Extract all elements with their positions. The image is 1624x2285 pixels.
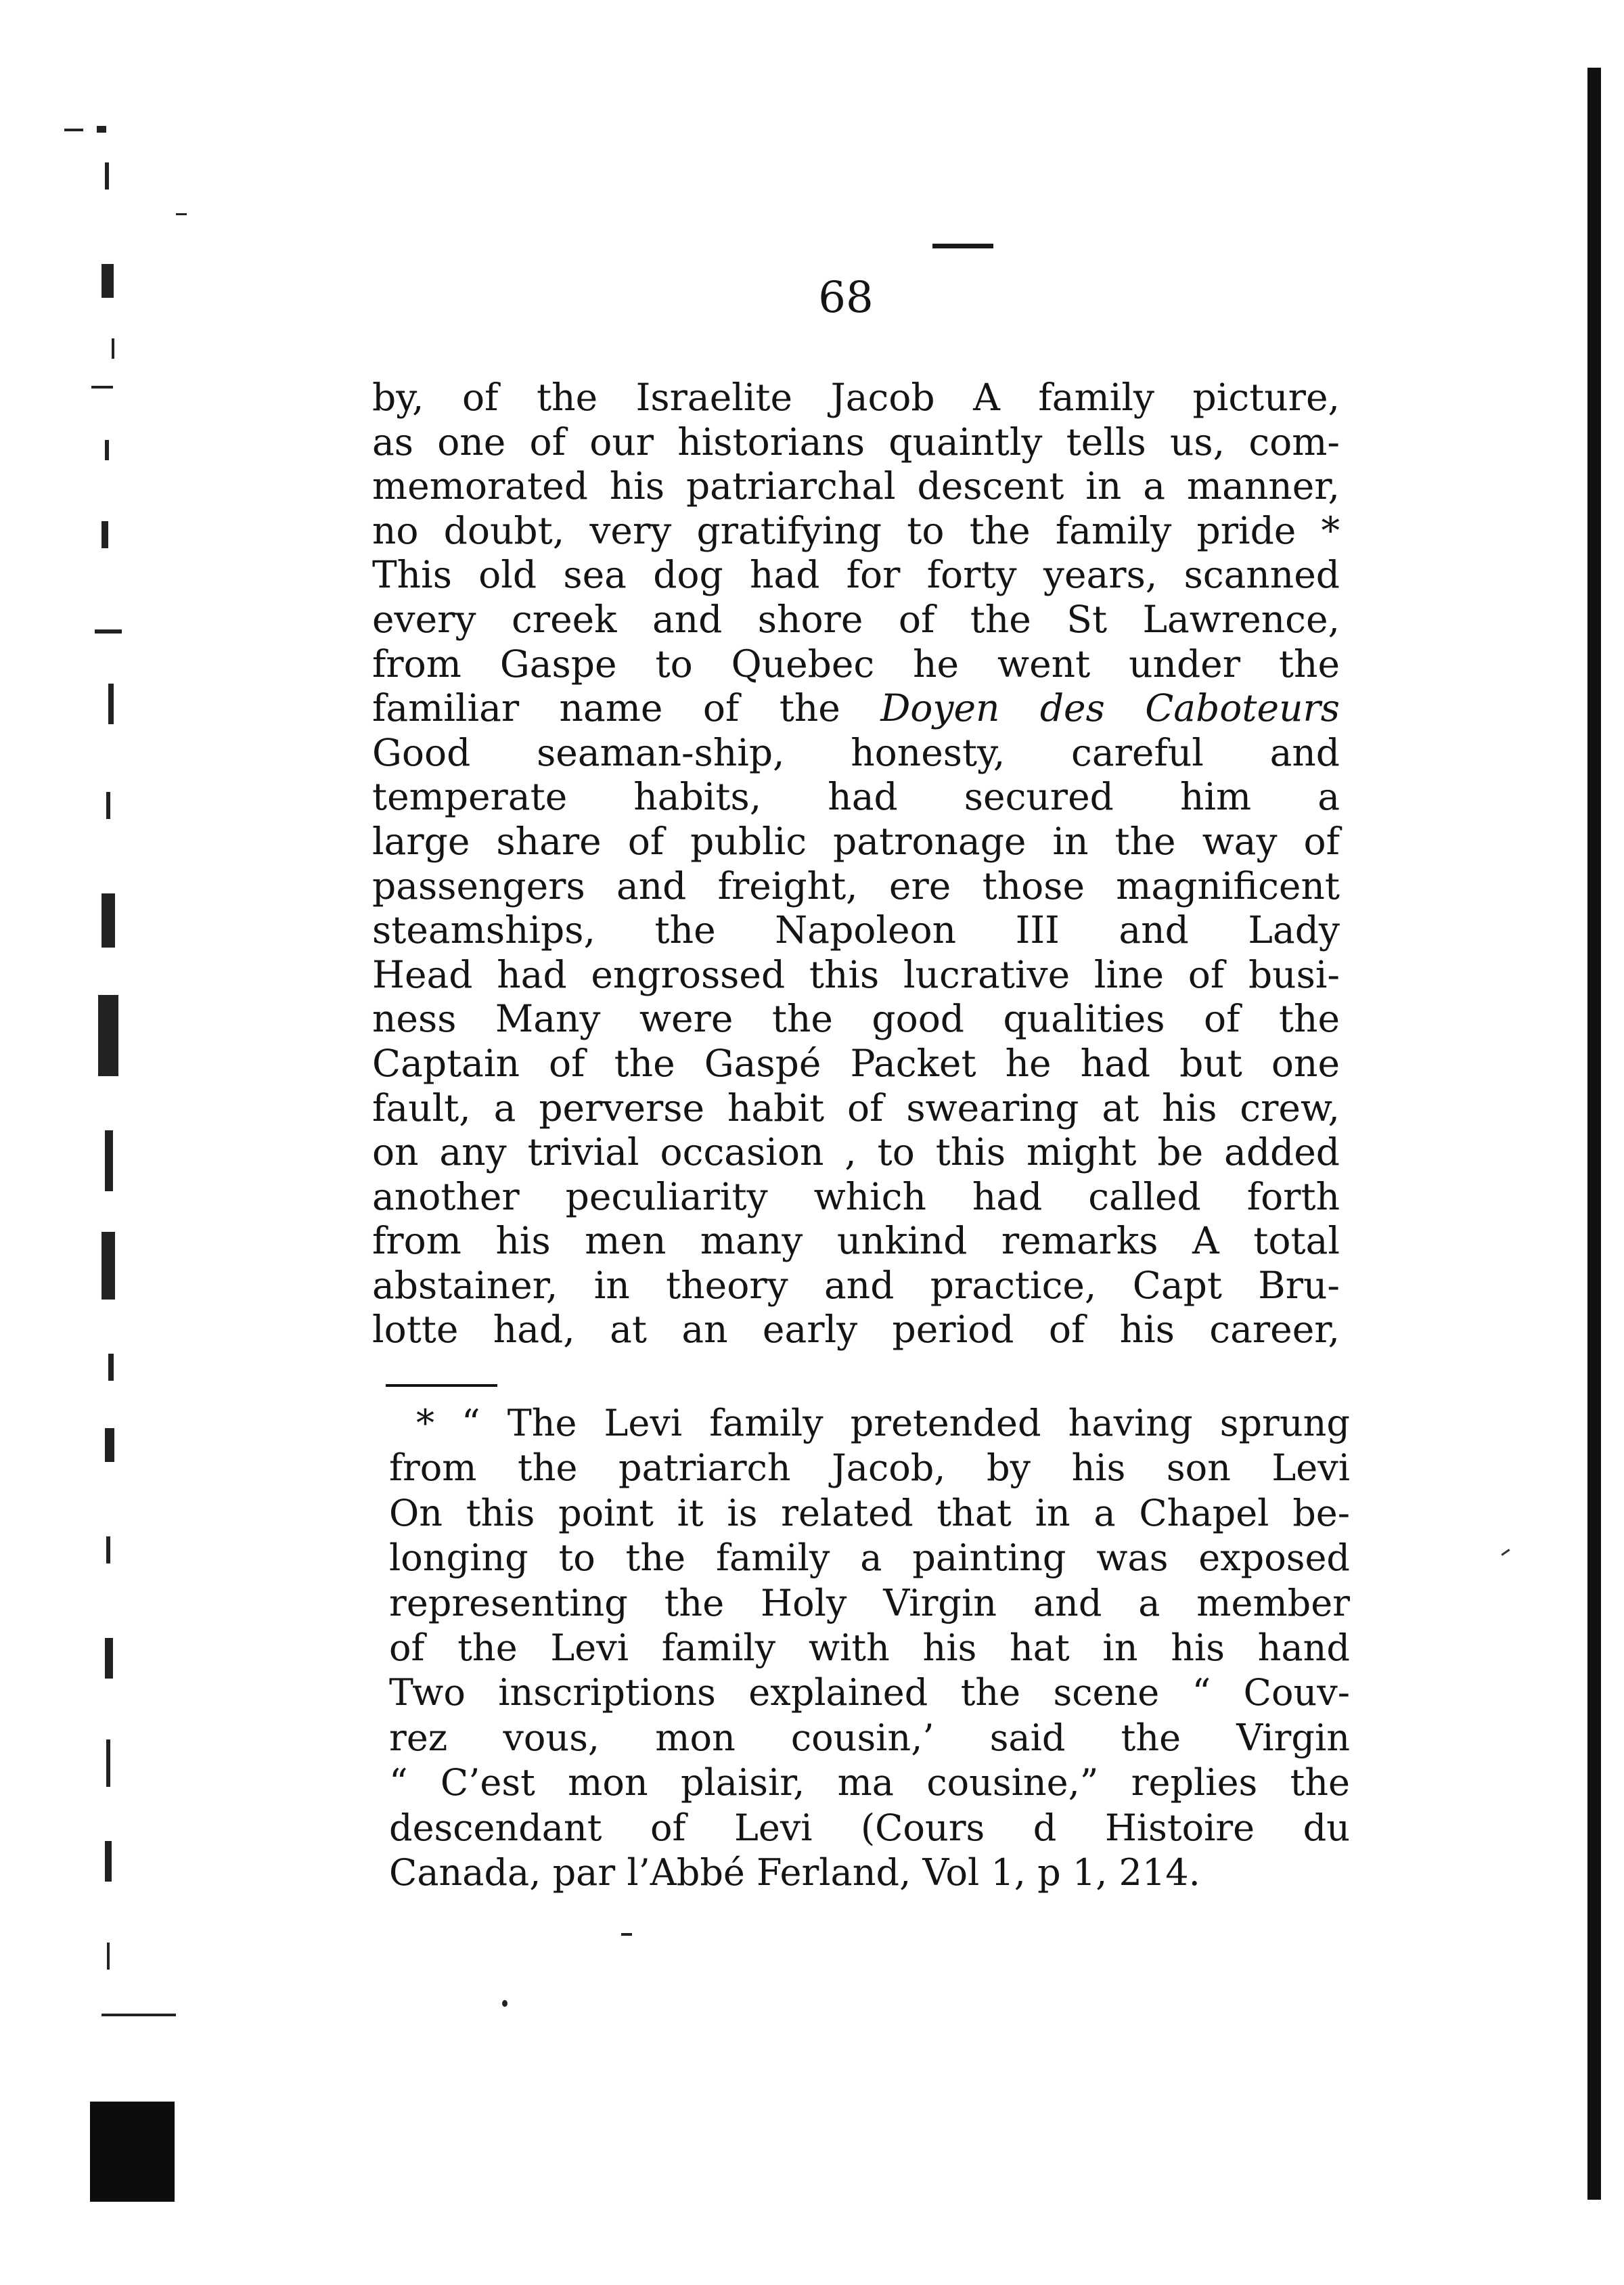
body-line: from his men many unkind remarks A total [372,1219,1340,1263]
body-line: Good seaman-ship, honesty, careful and [372,730,1340,774]
footnote-divider [386,1384,497,1387]
body-line: no doubt, very gratifying to the family pride * [372,508,1340,552]
body-line: passengers and freight, ere those magnificent [372,864,1340,908]
footnote-line: Canada, par l’Abbé Ferland, Vol 1, p 1, 214. [389,1850,1200,1894]
scan-top-dash [932,244,993,248]
stray-dot [502,2000,508,2007]
body-line: temperate habits, had secured him a [372,775,1340,819]
footnote-line: “ C’est mon plaisir, ma cousine,” replies the [389,1761,1350,1804]
footnote-line: longing to the family a painting was exposed [389,1536,1350,1580]
stray-dash [621,1933,632,1936]
scan-edge-rule [1587,68,1601,2200]
body-line: This old sea dog had for forty years, scanned [372,553,1340,597]
stray-mark [1501,1549,1510,1555]
body-line: on any trivial occasion , to this might be added [372,1130,1340,1174]
footnote-line: of the Levi family with his hat in his hand [389,1626,1350,1669]
footnote-line: * “ The Levi family pretended having sprung [416,1402,1350,1444]
scan-margin-specks [64,115,179,2010]
body-line: Captain of the Gaspé Packet he had but one [372,1041,1340,1085]
body-line: steamships, the Napoleon III and Lady [372,908,1340,952]
body-text [372,376,1340,1352]
footnote [389,1401,1350,1895]
body-line: by, of the Israelite Jacob A family picture, [372,376,1340,419]
footnote-line: from the patriarch Jacob, by his son Levi [389,1446,1350,1490]
body-line: large share of public patronage in the way of [372,819,1340,863]
body-line: lotte had, at an early period of his career, [372,1308,1340,1352]
page-number: 68 [818,273,874,323]
body-line: memorated his patriarchal descent in a manner, [372,464,1340,508]
body-line: ness Many were the good qualities of the [372,997,1340,1041]
body-line: fault, a perverse habit of swearing at his crew, [372,1086,1340,1130]
footnote-line: Two inscriptions explained the scene “ Couv- [389,1671,1350,1714]
footnote-line: On this point it is related that in a Chapel be- [389,1491,1350,1534]
scan-margin-line [102,2014,176,2016]
italic-phrase: Doyen des Caboteurs [880,686,1340,730]
body-line-with-italic: familiar name of the Doyen des Caboteurs [372,686,1340,730]
scan-margin-block [90,2102,175,2202]
footnote-line: representing the Holy Virgin and a member [389,1581,1350,1624]
body-line: from Gaspe to Quebec he went under the [372,642,1340,686]
body-line: another peculiarity which had called forth [372,1174,1340,1218]
footnote-line: rez vous, mon cousin,’ said the Virgin [389,1716,1350,1759]
body-line: every creek and shore of the St Lawrence, [372,597,1340,641]
footnote-line: descendant of Levi (Cours d Histoire du [389,1806,1350,1849]
body-line: abstainer, in theory and practice, Capt Bru- [372,1263,1340,1307]
body-line: as one of our historians quaintly tells us, com- [372,420,1340,464]
body-line: Head had engrossed this lucrative line of busi- [372,952,1340,996]
